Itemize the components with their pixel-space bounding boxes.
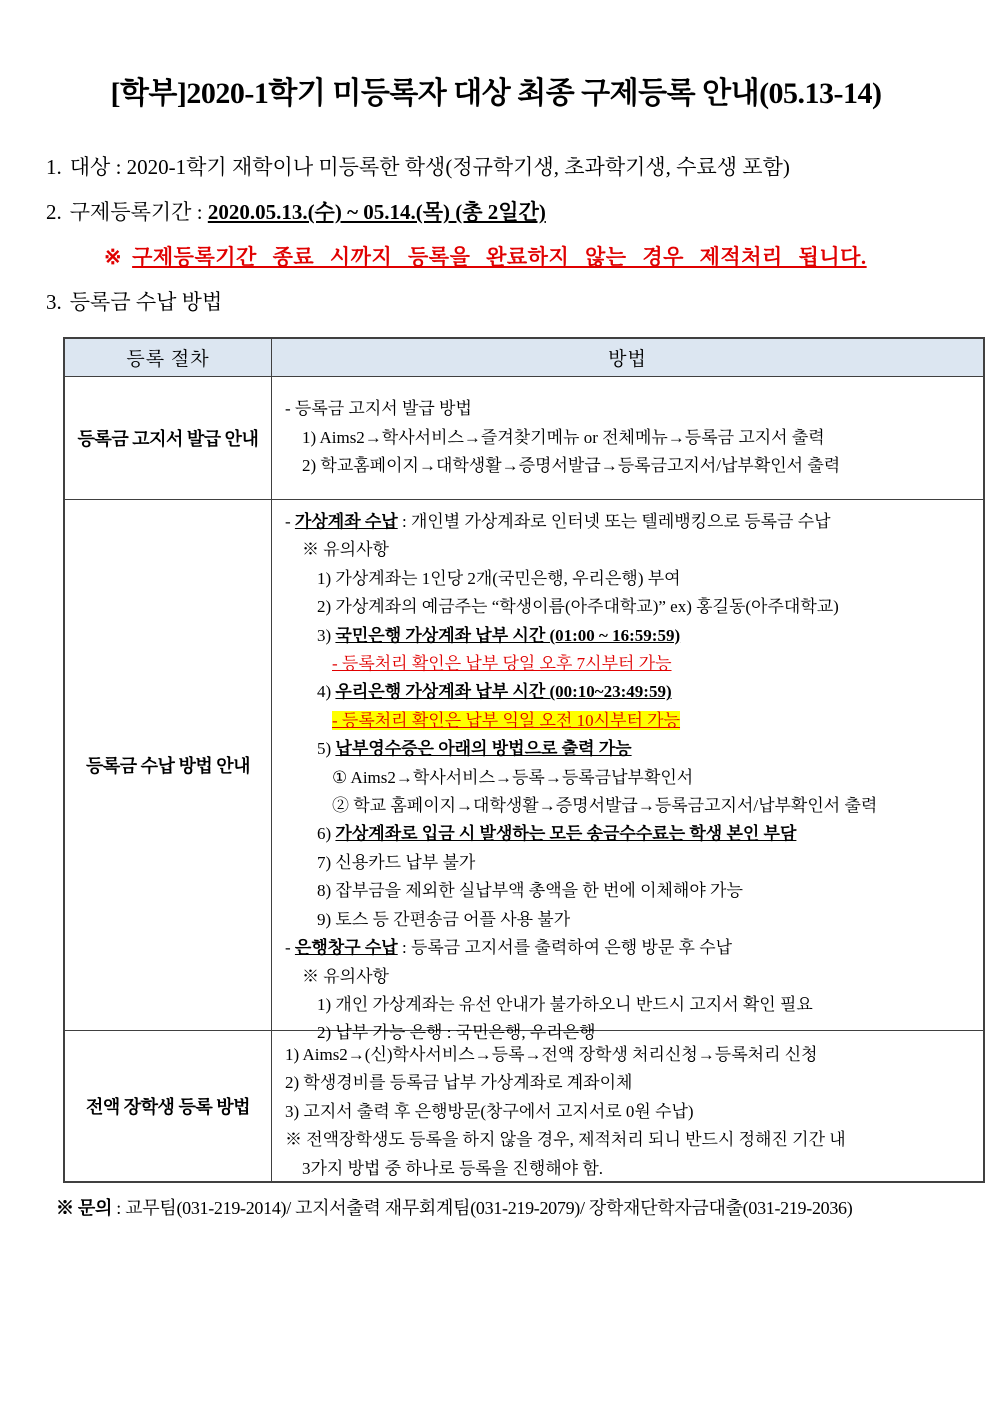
woori-confirm-note-text: - 등록처리 확인은 납부 익일 오전 10시부터 가능: [332, 710, 681, 730]
item-target-number: 1.: [46, 155, 62, 179]
kookmin-bank-hours: 국민은행 가상계좌 납부 시간 (01:00 ~ 16:59:59): [335, 625, 681, 645]
row-payment-content: [272, 500, 983, 1043]
contact-numbers: : 교무팀(031-219-2014)/ 고지서출력 재무회계팀(031-219-2079)/ 장학재단학자금대출(031-219-2036): [112, 1198, 853, 1218]
receipt-print-method-1: ① Aims2→학사서비스→등록→등록금납부확인서: [332, 767, 694, 787]
table-row-payment: [65, 499, 983, 1043]
notice-items: [46, 152, 992, 317]
bank-notice-heading: ※ 유의사항: [302, 966, 389, 986]
warning-text: 구제등록기간 종료 시까지 등록을 완료하지 않는 경우 제적처리 됩니다.: [132, 245, 867, 269]
virtual-note-4: [285, 678, 979, 706]
scholarship-warning-line-1: ※ 전액장학생도 등록을 하지 않을 경우, 제적처리 되니 반드시 정해진 기간 내: [285, 1130, 846, 1150]
virtual-account-heading: [285, 508, 979, 536]
receipt-print-method-2: ② 학교 홈페이지→대학생활→증명서발급→등록금고지서/납부확인서 출력: [332, 796, 878, 816]
virtual-account-dash: -: [285, 512, 295, 531]
scholarship-step-3: 3) 고지서 출력 후 은행방문(창구에서 고지서로 0원 수납): [285, 1101, 694, 1121]
virtual-note-8: 8) 잡부금을 제외한 실납부액 총액을 한 번에 이체해야 가능: [317, 881, 743, 901]
item-payment-text: 등록금 수납 방법: [69, 290, 223, 314]
scholarship-warning-line-2: 3가지 방법 중 하나로 등록을 진행해야 함.: [302, 1158, 604, 1178]
warning-asterisk-mark: ※: [104, 245, 123, 269]
virtual-note-2: 2) 가상계좌의 예금주는 “학생이름(아주대학교)” ex) 홍길동(아주대학교): [317, 597, 839, 617]
virtual-note-5-number: 5): [317, 739, 336, 759]
row-scholarship-label: 전액 장학생 등록 방법: [65, 1031, 272, 1181]
virtual-notice-heading: ※ 유의사항: [302, 540, 389, 560]
item-period: [46, 197, 992, 227]
page-title: [학부]2020-1학기 미등록자 대상 최종 구제등록 안내(05.13-14): [110, 77, 882, 110]
item-period-label: 구제등록기간 :: [69, 200, 208, 224]
bank-note-1: 1) 개인 가상계좌는 유선 안내가 불가하오니 반드시 고지서 확인 필요: [317, 994, 813, 1014]
virtual-note-1: 1) 가상계좌는 1인당 2개(국민은행, 우리은행) 부여: [317, 568, 681, 588]
woori-confirm-note: [285, 707, 979, 735]
table-header-row: [65, 339, 983, 376]
row-invoice-content: [272, 377, 983, 499]
kookmin-confirm-note-text: - 등록처리 확인은 납부 당일 오후 7시부터 가능: [332, 654, 672, 674]
row-scholarship-content: [272, 1031, 983, 1181]
invoice-method-step-1: 1) Aims2→학사서비스→즐겨찾기메뉴 or 전체메뉴→등록금 고지서 출력: [302, 427, 825, 447]
item-period-number: 2.: [46, 200, 62, 224]
virtual-note-6-number: 6): [317, 824, 336, 844]
registration-method-table: [63, 337, 985, 1183]
transfer-fee-note: 가상계좌로 입금 시 발생하는 모든 송금수수료는 학생 본인 부담: [335, 824, 797, 844]
bank-counter-desc: : 등록금 고지서를 출력하여 은행 방문 후 수납: [397, 938, 733, 958]
virtual-note-5: [285, 735, 979, 763]
deadline-warning: [104, 242, 992, 272]
table-row-invoice: [65, 376, 983, 499]
virtual-account-desc: : 개인별 가상계좌로 인터넷 또는 텔레뱅킹으로 등록금 수납: [397, 512, 831, 531]
scholarship-step-1: 1) Aims2→(신)학사서비스→등록→전액 장학생 처리신청→등록처리 신청: [285, 1045, 818, 1064]
receipt-print-heading: 납부영수증은 아래의 방법으로 출력 가능: [335, 739, 632, 759]
row-payment-label: 등록금 수납 방법 안내: [65, 500, 272, 1030]
virtual-note-7: 7) 신용카드 납부 불가: [317, 852, 476, 872]
virtual-note-3: [285, 622, 979, 650]
item-target: [46, 152, 992, 182]
virtual-note-6: [285, 820, 979, 848]
bank-note-2: 2) 납부 가능 은행 : 국민은행, 우리은행: [317, 1023, 596, 1043]
item-payment-method: [46, 287, 992, 317]
virtual-account-title: 가상계좌 수납: [294, 512, 398, 531]
kookmin-confirm-note: [285, 650, 979, 678]
bank-counter-heading: [285, 934, 979, 962]
table-header-procedure: 등록 절차: [65, 339, 272, 376]
item-period-dates: 2020.05.13.(수) ~ 05.14.(목) (총 2일간): [207, 200, 546, 224]
item-payment-number: 3.: [46, 290, 62, 314]
contact-footer: [56, 1194, 992, 1220]
table-row-scholarship: [65, 1030, 983, 1181]
bank-counter-title: 은행창구 수납: [294, 938, 398, 958]
invoice-method-heading: - 등록금 고지서 발급 방법: [285, 399, 472, 419]
woori-bank-hours: 우리은행 가상계좌 납부 시간 (00:10~23:49:59): [335, 682, 672, 702]
bank-counter-dash: -: [285, 938, 295, 958]
table-header-method: 방법: [608, 349, 647, 370]
contact-label: ※ 문의: [56, 1198, 113, 1218]
scholarship-step-2: 2) 학생경비를 등록금 납부 가상계좌로 계좌이체: [285, 1073, 633, 1093]
invoice-method-step-2: 2) 학교홈페이지→대학생활→증명서발급→등록금고지서/납부확인서 출력: [302, 456, 841, 476]
virtual-note-9: 9) 토스 등 간편송금 어플 사용 불가: [317, 909, 571, 929]
item-target-text: 대상 : 2020-1학기 재학이나 미등록한 학생(정규학기생, 초과학기생, 수료생 포함): [69, 155, 790, 179]
virtual-note-3-number: 3): [317, 625, 336, 645]
virtual-note-4-number: 4): [317, 682, 336, 702]
row-invoice-label: 등록금 고지서 발급 안내: [65, 377, 272, 499]
